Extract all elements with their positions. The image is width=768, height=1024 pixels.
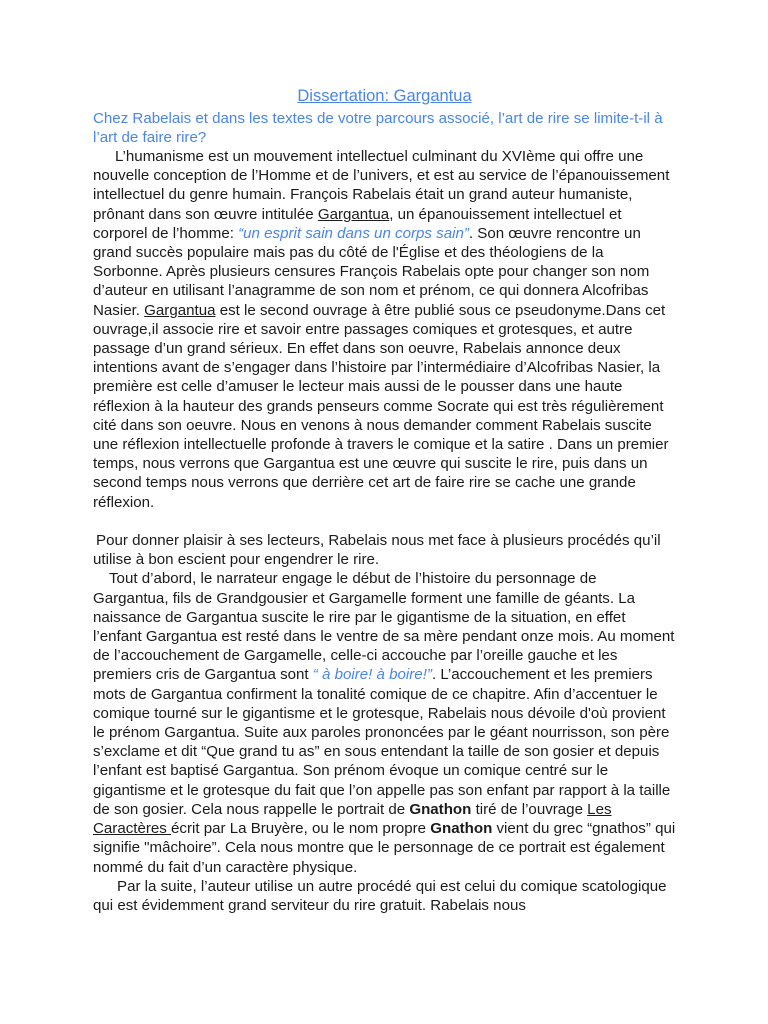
paragraph-spacer — [93, 512, 676, 531]
dissertation-question: Chez Rabelais et dans les textes de votre parcours associé, l’art de rire se limite-t-il à l’art de faire rire? — [93, 110, 663, 146]
work-title-gargantua: Gargantua — [317, 205, 390, 223]
intro-text-4: est le second ouvrage à être publié sous ce pseudonyme.Dans cet ouvrage,il associe rire et savoir entre passages comiques et grotesques, et autre passage d’un grand sérieux. En effet dans son oeuvre, Rabelais annonce deux intentions avant de s’engager dans l’histoire par l’intermédiaire d’Alcofribas Nasier, la première est celle d’amuser le lecteur mais aussi de le pousser dans une haute réflexion à la hauteur des grands penseurs comme Socrate qui est très régulièrement cité dans son oeuvre. Nous en venons à nous demander comment Rabelais suscite une réflexion intellectuelle profonde à travers le comique et la satire . Dans un premier temps, nous verrons que Gargantua est une œuvre qui suscite le rire, puis dans un second temps nous verrons que derrière cet art de faire rire se cache une grande réflexion. — [93, 301, 669, 511]
quote-a-boire: “ à boire! à boire!” — [312, 666, 432, 684]
name-gnathon: Gnathon — [409, 800, 472, 818]
document-title: Dissertation: Gargantua — [297, 87, 472, 105]
part-one-intro-paragraph: Pour donner plaisir à ses lecteurs, Rabelais nous met face à plusieurs procédés qu’il utilise à bon escient pour engendrer le rire. — [93, 532, 661, 569]
birth-text-3: tiré de l’ouvrage — [471, 800, 588, 818]
work-title-gargantua-2: Gargantua — [144, 301, 216, 319]
birth-text-4: écrit par La Bruyère, ou le nom propre — [171, 820, 431, 838]
work-title-les-caracteres: Les Caractères — [93, 800, 612, 838]
body-paragraph-birth — [93, 569, 676, 876]
birth-text-1: Tout d’abord, le narrateur engage le début de l’histoire du personnage de Gargantua, fils de Grandgousier et Gargamelle forment une famille de géants. La naissance de Gargantua suscite le rire par le gigantisme de la situation, en effet l’enfant Gargantua est resté dans le ventre de sa mère pendant onze mois. Au moment de l’accouchement de Gargamelle, celle-ci accouche par l’oreille gauche et les premiers cris de Gargantua sont — [93, 570, 675, 684]
birth-text-5: vient du grec “gnathos” qui signifie "mâchoire”. Cela nous montre que le personnage de ce portrait est également nommé du fait d’un caractère physique. — [93, 820, 676, 876]
intro-text-1: L’humanisme est un mouvement intellectuel culminant du XVIème qui offre une nouvelle conception de l’Homme et de l’univers, et est au service de l’épanouissement intellectuel du genre humain. François Rabelais était un grand auteur humaniste, prônant dans son œuvre intitulée — [93, 148, 670, 223]
quote-esprit-sain: “un esprit sain dans un corps sain” — [238, 224, 469, 242]
body-paragraph-scatology: Par la suite, l’auteur utilise un autre procédé qui est celui du comique scatologique qui est évidemment grand serviteur du rire gratuit. Rabelais nous — [93, 877, 667, 914]
name-gnathon-2: Gnathon — [430, 820, 493, 838]
intro-text-3: . Son œuvre rencontre un grand succès populaire mais pas du côté de l'Église et des théologiens de la Sorbonne. Après plusieurs censures François Rabelais opte pour changer son nom d’auteur en utilisant l’anagramme de son nom et prénom, ce qui donnera Alcofribas Nasier. — [93, 224, 650, 319]
birth-text-2: . L’accouchement et les premiers mots de Gargantua confirment la tonalité comique de ce chapitre. Afin d’accentuer le comique tourné sur le gigantisme et le grotesque, Rabelais nous dévoile d'où provient le prénom Gargantua. Suite aux paroles prononcées par le géant nourrisson, son père s’exclame et dit “Que grand tu as” en sous entendant la taille de son gosier et depuis l’enfant est baptisé Gargantua. Son prénom évoque un comique centré sur le gigantisme et le grotesque du fait que l’on appelle pas son enfant par rapport à la taille de son gosier. Cela nous rappelle le portrait de — [93, 666, 671, 818]
introduction-paragraph — [93, 147, 676, 512]
intro-text-2: , un épanouissement intellectuel et corporel de l’homme: — [93, 205, 622, 242]
